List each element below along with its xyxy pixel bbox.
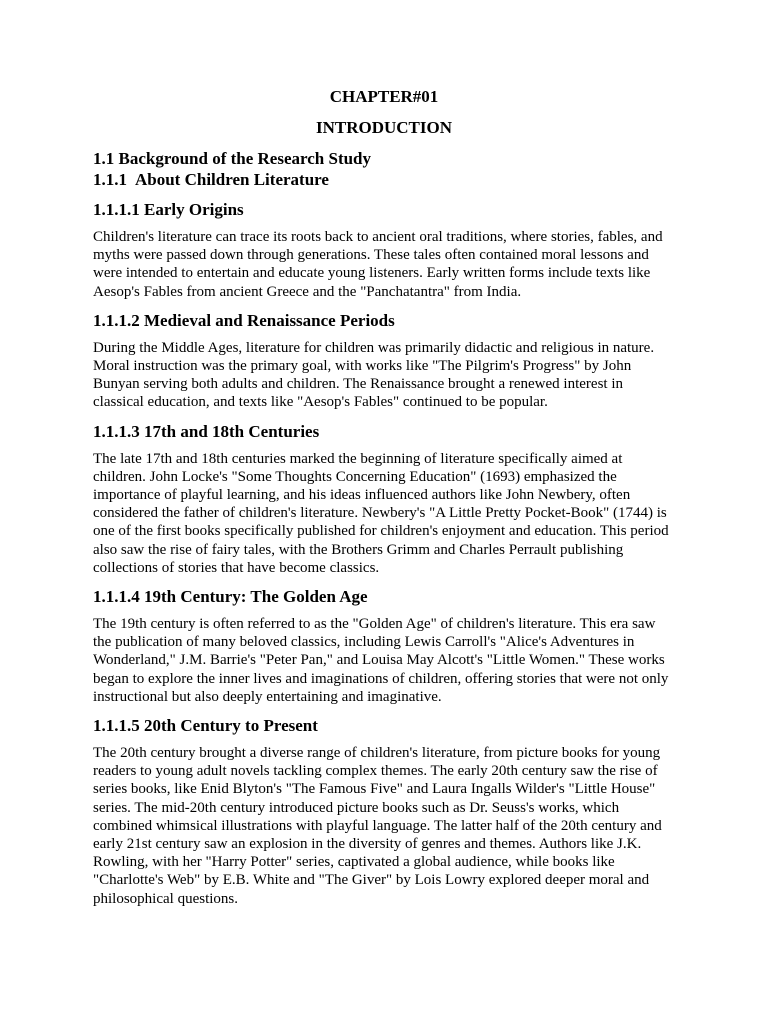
section-heading-about [93, 169, 675, 190]
subsection-heading-20th: 1.1.1.5 20th Century to Present [93, 716, 318, 736]
paragraph-medieval: During the Middle Ages, literature for children was primarily didactic and religious in nature. Moral instruction was the primary goal, with works like "The Pilgrim's Progress" by John Bunyan serving both adults and children. The Renaissance brought a renewed interest in classical education, and texts like "Aesop's Fables" continued to be popular. [93, 339, 655, 411]
subsection-heading-medieval: 1.1.1.2 Medieval and Renaissance Periods [93, 310, 395, 330]
section-title: About Children Literature [135, 170, 329, 189]
paragraph-17th-18th: The late 17th and 18th centuries marked the beginning of literature specifically aimed at children. John Locke's "Some Thoughts Concerning Education" (1693) emphasized the importance of playful learning, and his ideas influenced authors like John Newbery, often considered the father of children's literature. Newbery's "A Little Pretty Pocket-Book" (1744) is one of the first books specifically published for children's enjoyment and education. This period also saw the rise of fairy tales, with the Brothers Grimm and Charles Perrault publishing collections of stories that have become classics. [93, 450, 669, 576]
chapter-title: INTRODUCTION [315, 118, 453, 137]
paragraph-20th: The 20th century brought a diverse range of children's literature, from picture books for young readers to young adult novels tackling complex themes. The early 20th century saw the rise of series books, like Enid Blyton's "The Famous Five" and Laura Ingalls Wilder's "Little House" series. The mid-20th century introduced picture books such as Dr. Seuss's works, which combined whimsical illustrations with playful language. The latter half of the 20th century and early 21st century saw an explosion in the diversity of genres and themes. Authors like J.K. Rowling, with her "Harry Potter" series, captivated a global audience, while books like "Charlotte's Web" by E.B. White and "The Giver" by Lois Lowry explored deeper moral and philosophical questions. [93, 745, 662, 907]
section-number: 1.1.1 [93, 170, 127, 189]
subsection-heading-early-origins: 1.1.1.1 Early Origins [93, 200, 244, 219]
chapter-label: CHAPTER#01 [329, 87, 439, 106]
paragraph-early-origins: Children's literature can trace its roots back to ancient oral traditions, where stories, fables, and myths were passed down through generations. These tales often contained moral lessons and were intended to entertain and educate young listeners. Early written forms include texts like Aesop's Fables from ancient Greece and the "Panchatantra" from India. [93, 229, 663, 300]
subsection-heading-19th: 1.1.1.4 19th Century: The Golden Age [93, 587, 368, 607]
paragraph-19th: The 19th century is often referred to as the "Golden Age" of children's literature. This era saw the publication of many beloved classics, including Lewis Carroll's "Alice's Adventures in Wonderland," J.M. Barrie's "Peter Pan," and Louisa May Alcott's "Little Women." These works began to explore the inner lives and imaginations of children, offering stories that were not only instructional but also deeply entertaining and imaginative. [93, 616, 669, 705]
subsection-heading-17th-18th: 1.1.1.3 17th and 18th Centuries [93, 421, 320, 441]
section-heading-background: 1.1 Background of the Research Study [93, 149, 372, 168]
